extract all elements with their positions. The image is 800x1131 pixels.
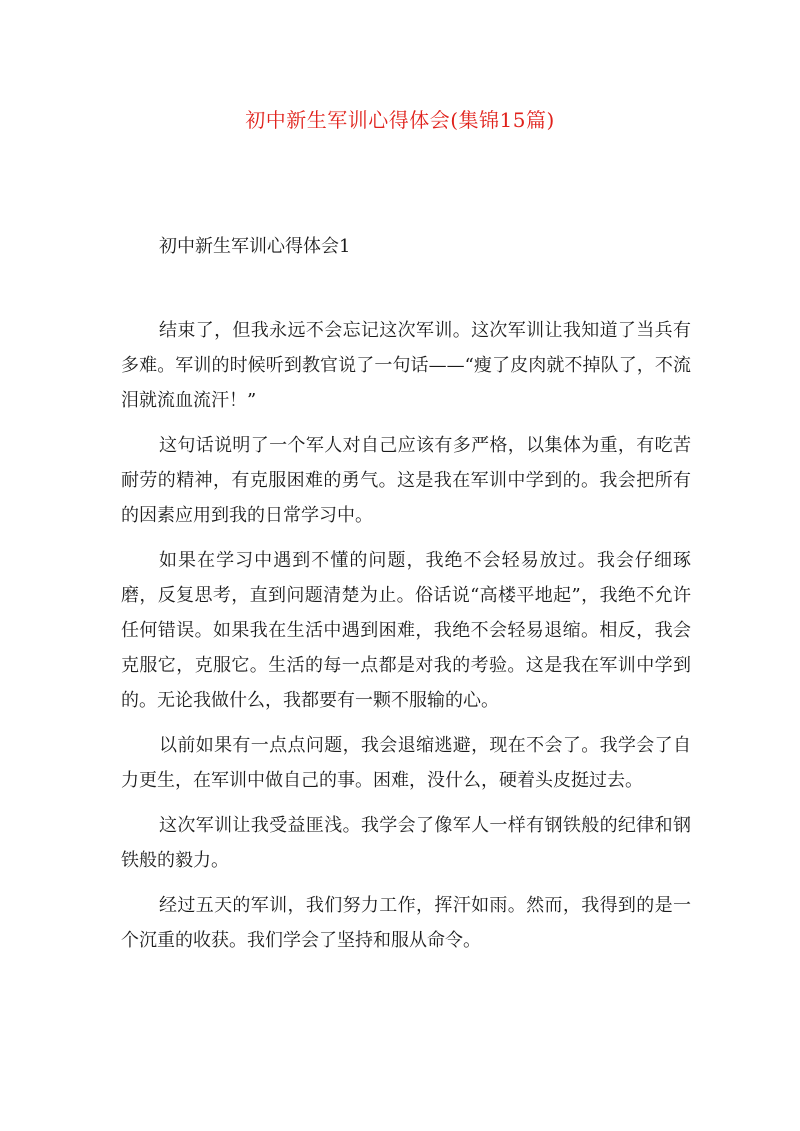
paragraph: 以前如果有一点点问题，我会退缩逃避，现在不会了。我学会了自力更生，在军训中做自己的事。困难，没什么，硬着头皮挺过去。 (121, 735, 691, 791)
paragraph: 如果在学习中遇到不懂的问题，我绝不会轻易放过。我会仔细琢磨，反复思考，直到问题清楚为止。俗话说“高楼平地起”，我绝不允许任何错误。如果我在生活中遇到困难，我绝不会轻易退缩。相反，我会克服它，克服它。生活的每一点都是对我的考验。这是我在军训中学到的。无论我做什么，我都要有一颗不服输的心。 (121, 550, 691, 711)
section-heading: 初中新生军训心得体会1 (159, 236, 351, 257)
paragraph: 这句话说明了一个军人对自己应该有多严格，以集体为重，有吃苦耐劳的精神，有克服困难的勇气。这是我在军训中学到的。我会把所有的因素应用到我的日常学习中。 (121, 435, 691, 526)
paragraph: 这次军训让我受益匪浅。我学会了像军人一样有钢铁般的纪律和钢铁般的毅力。 (121, 815, 691, 871)
paragraph: 结束了，但我永远不会忘记这次军训。这次军训让我知道了当兵有多难。军训的时候听到教官说了一句话——“瘦了皮肉就不掉队了，不流泪就流血流汗！” (121, 320, 691, 411)
document-body (121, 313, 691, 968)
document-title: 初中新生军训心得体会(集锦15篇) (245, 108, 555, 132)
paragraph: 经过五天的军训，我们努力工作，挥汗如雨。然而，我得到的是一个沉重的收获。我们学会了坚持和服从命令。 (121, 895, 691, 951)
